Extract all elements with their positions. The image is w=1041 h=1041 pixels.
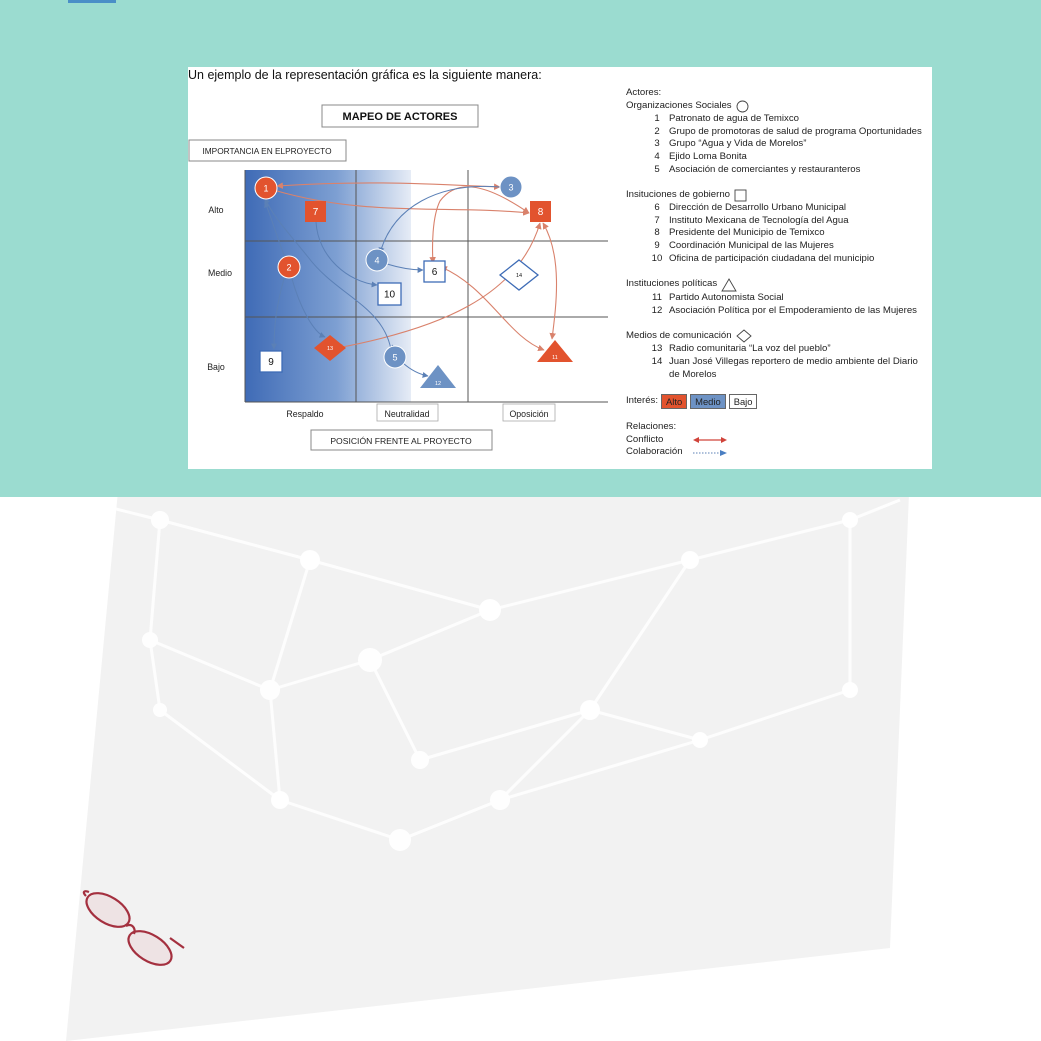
legend-item: 8 Presidente del Municipio de Temixco	[654, 227, 825, 239]
column-label-oposicion: Oposición	[509, 409, 549, 419]
column-label-respaldo: Respaldo	[286, 409, 324, 419]
actor-5	[384, 346, 406, 368]
actor-8-label: 8	[537, 207, 544, 218]
row-label-alto: Alto	[208, 205, 224, 215]
actor-9-label: 9	[268, 357, 274, 368]
legend-item: 12 Asociación Política por el Empoderamiento de las Mujeres	[651, 304, 917, 316]
column-label-neutralidad: Neutralidad	[384, 409, 430, 419]
legend-item: 4 Ejido Loma Bonita	[654, 151, 747, 163]
actor-7	[305, 201, 326, 222]
grey-frame-shape	[66, 470, 910, 1041]
actor-2	[278, 256, 300, 278]
glasses-icon	[80, 890, 190, 975]
actor-12	[420, 365, 456, 388]
actor-map-diagram	[188, 67, 626, 469]
figure-intro-text: Un ejemplo de la representación gráfica es la siguiente manera:	[188, 68, 542, 82]
actor-8	[530, 201, 551, 222]
relation-8-6	[433, 187, 529, 263]
y-axis-label: IMPORTANCIA EN ELPROYECTO	[202, 146, 332, 156]
actor-11-label: 11	[552, 355, 558, 361]
legend-item: 7 Instituto Mexicana de Tecnología del Agua	[654, 214, 849, 226]
x-axis-label: POSICIÓN FRENTE AL PROYECTO	[330, 436, 472, 446]
row-label-medio: Medio	[208, 268, 232, 278]
actor-1	[255, 177, 277, 199]
actor-6	[424, 261, 445, 282]
relation-collaboration-row	[626, 446, 930, 459]
actor-5-label: 5	[392, 352, 398, 363]
actor-12-label: 12	[434, 381, 442, 387]
legend-interest	[626, 394, 930, 409]
relation-8-11	[543, 223, 557, 339]
legend-relations	[626, 421, 930, 459]
triangle-symbol-icon	[721, 278, 737, 292]
legend-group-organizaciones	[626, 100, 930, 177]
legend-group-heading: Instituciones políticas	[626, 278, 718, 290]
blue-tab-marker	[68, 0, 116, 3]
actor-7-label: 7	[312, 207, 319, 218]
actor-2-label: 2	[286, 262, 292, 273]
actors-legend	[626, 87, 930, 459]
legend-item: 13 Radio comunitaria “La voz del pueblo”	[651, 343, 831, 355]
circle-symbol-icon	[736, 100, 749, 113]
relation-conflict-label: Conflicto	[626, 433, 664, 445]
legend-group-heading: Organizaciones Sociales	[626, 99, 732, 111]
diamond-symbol-icon	[736, 329, 752, 343]
legend-item: 2 Grupo de promotoras de salud de programa Oportunidades	[654, 125, 922, 137]
legend-group-politicas	[626, 278, 930, 318]
actor-9	[260, 351, 282, 372]
actor-4	[366, 249, 388, 271]
legend-item: 5 Asociación de comerciantes y restauranteros	[654, 163, 861, 175]
legend-item: 1 Patronato de agua de Temixco	[654, 112, 799, 124]
legend-item: 3 Grupo “Agua y Vida de Morelos”	[654, 138, 807, 150]
relation-collaboration-label: Colaboración	[626, 446, 683, 458]
actor-13-label: 13	[326, 346, 334, 352]
legend-group-heading: Insituciones de gobierno	[626, 188, 731, 200]
actor-11	[537, 340, 573, 362]
legend-item: 10 Oficina de participación ciudadana del municipio	[651, 252, 875, 264]
actor-14	[500, 260, 538, 290]
legend-group-medios	[626, 329, 930, 381]
dotted-arrow-blue-icon	[693, 449, 727, 457]
relations-heading: Relaciones:	[626, 420, 677, 432]
actor-3-label: 3	[508, 182, 514, 193]
legend-group-heading: Medios de comunicación	[626, 329, 732, 341]
actor-6-label: 6	[431, 267, 438, 278]
interest-chip-bajo: Bajo	[729, 394, 758, 409]
actor-4-label: 4	[374, 255, 380, 266]
row-label-bajo: Bajo	[207, 362, 225, 372]
actor-3	[500, 176, 522, 198]
interest-label: Interés:	[626, 394, 658, 406]
legend-actors-heading: Actores:	[626, 87, 662, 98]
figure-panel	[188, 67, 932, 469]
legend-item: 9 Coordinación Municipal de las Mujeres	[654, 240, 834, 252]
legend-item: 6 Dirección de Desarrollo Urbano Municipal	[654, 201, 847, 213]
square-symbol-icon	[734, 189, 747, 202]
legend-item: 11 Partido Autonomista Social	[652, 291, 784, 303]
legend-item: 14 Juan José Villegas reportero de medio ambiente del Diario de Morelos	[651, 356, 918, 380]
legend-group-gobierno	[626, 189, 930, 266]
actor-1-label: 1	[263, 183, 269, 194]
actor-10	[378, 283, 401, 305]
relation-conflict-row	[626, 434, 930, 447]
actor-10-label: 10	[383, 289, 396, 301]
double-arrow-red-icon	[693, 436, 727, 444]
map-title: MAPEO DE ACTORES	[342, 111, 458, 123]
actor-14-label: 14	[515, 273, 523, 279]
interest-chip-alto: Alto	[661, 394, 687, 409]
interest-chip-medio: Medio	[690, 394, 726, 409]
